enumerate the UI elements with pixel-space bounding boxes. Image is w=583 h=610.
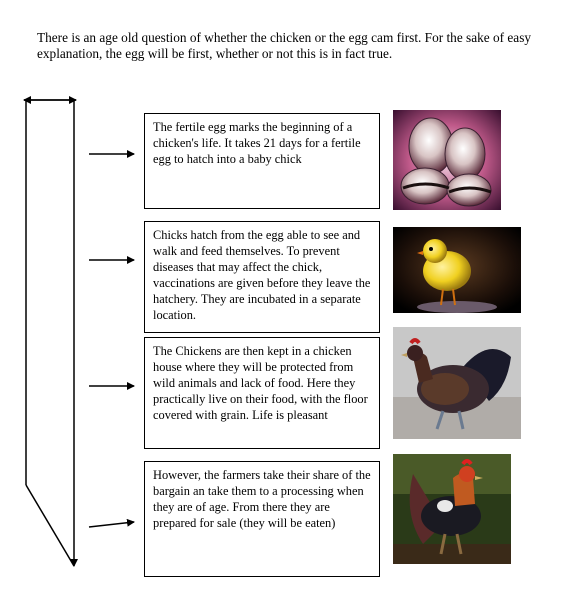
intro-text: There is an age old question of whether the chicken or the egg cam first. For the sake of easy explanation, the egg will be first, whether or not this is in fact true. <box>37 30 532 61</box>
stage-box-egg: The fertile egg marks the beginning of a chicken's life. It takes 21 days for a fertile egg to hatch into a baby chick <box>144 113 380 209</box>
rooster-photo <box>393 454 511 564</box>
stage-box-processing: However, the farmers take their share of the bargain an take them to a processing when they are of age. From there they are prepared for sale (they will be eaten) <box>144 461 380 577</box>
stage-arrow-4 <box>89 522 134 527</box>
hen-photo <box>393 327 521 439</box>
stage-box-chicken-house: The Chickens are then kept in a chicken house where they will be protected from wild animals and lack of food. Here they practically live on their food, with the floor covered with grain. Life is pleasant <box>144 337 380 449</box>
chick-photo <box>393 227 521 313</box>
eggs-photo <box>393 110 501 210</box>
stage-box-chick: Chicks hatch from the egg able to see and walk and feed themselves. To prevent diseases that may affect the chick, vaccinations are given before they leave the hatchery. They are incubated in a separate location. <box>144 221 380 333</box>
diagonal-line <box>26 485 74 566</box>
